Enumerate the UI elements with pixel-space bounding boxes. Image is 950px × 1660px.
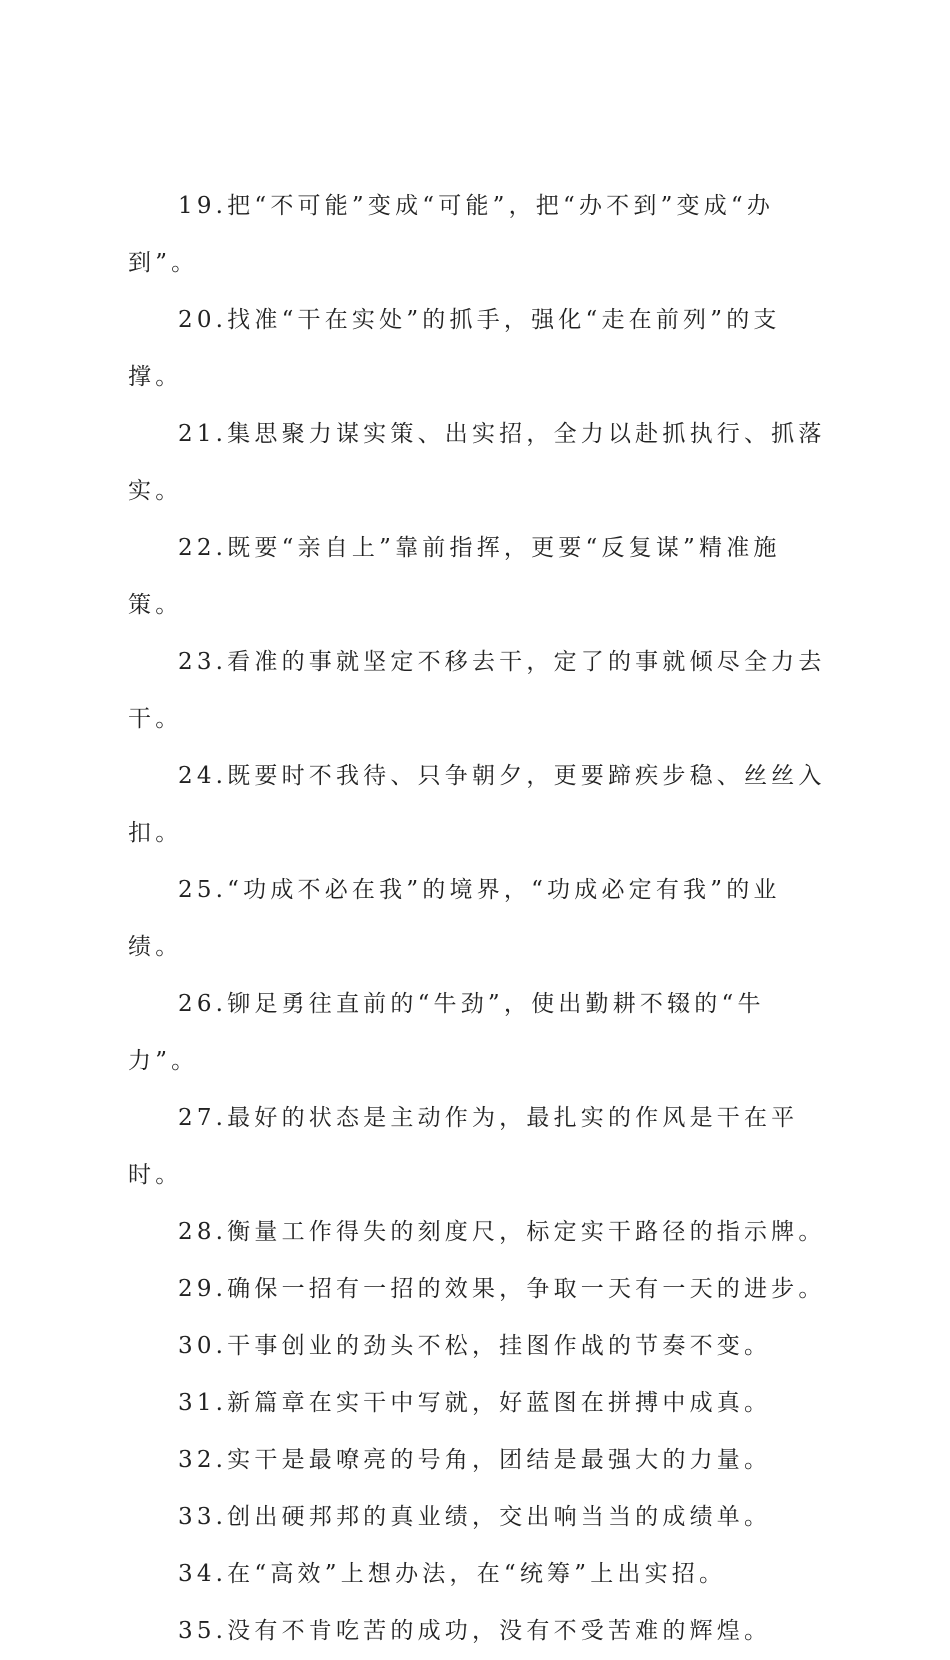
list-item: 32.实干是最嘹亮的号角，团结是最强大的力量。 — [178, 1447, 772, 1473]
list-item: 26.铆足勇往直前的“牛劲”，使出勤耕不辍的“牛力”。 — [128, 991, 765, 1074]
list-item: 24.既要时不我待、只争朝夕，更要蹄疾步稳、丝丝入扣。 — [128, 763, 826, 846]
list-item: 34.在“高效”上想办法，在“统筹”上出实招。 — [178, 1561, 727, 1587]
list-item: 25.“功成不必在我”的境界，“功成必定有我”的业绩。 — [128, 877, 781, 960]
list-item: 19.把“不可能”变成“可能”，把“办不到”变成“办到”。 — [128, 193, 775, 276]
list-item: 20.找准“干在实处”的抓手，强化“走在前列”的支撑。 — [128, 307, 781, 390]
list-item: 33.创出硬邦邦的真业绩，交出响当当的成绩单。 — [178, 1504, 772, 1530]
list-item: 27.最好的状态是主动作为，最扎实的作风是干在平时。 — [128, 1105, 799, 1188]
list-item: 23.看准的事就坚定不移去干，定了的事就倾尽全力去干。 — [128, 649, 826, 732]
list-item: 30.干事创业的劲头不松，挂图作战的节奏不变。 — [178, 1333, 772, 1359]
list-item: 31.新篇章在实干中写就，好蓝图在拼搏中成真。 — [178, 1390, 772, 1416]
list-item: 21.集思聚力谋实策、出实招，全力以赴抓执行、抓落实。 — [128, 421, 826, 504]
list-item: 28.衡量工作得失的刻度尺，标定实干路径的指示牌。 — [178, 1219, 826, 1245]
list-item: 29.确保一招有一招的效果，争取一天有一天的进步。 — [178, 1276, 826, 1302]
list-item: 22.既要“亲自上”靠前指挥，更要“反复谋”精准施策。 — [128, 535, 781, 618]
slogan-list — [128, 178, 828, 1660]
list-item: 35.没有不肯吃苦的成功，没有不受苦难的辉煌。 — [178, 1618, 772, 1644]
